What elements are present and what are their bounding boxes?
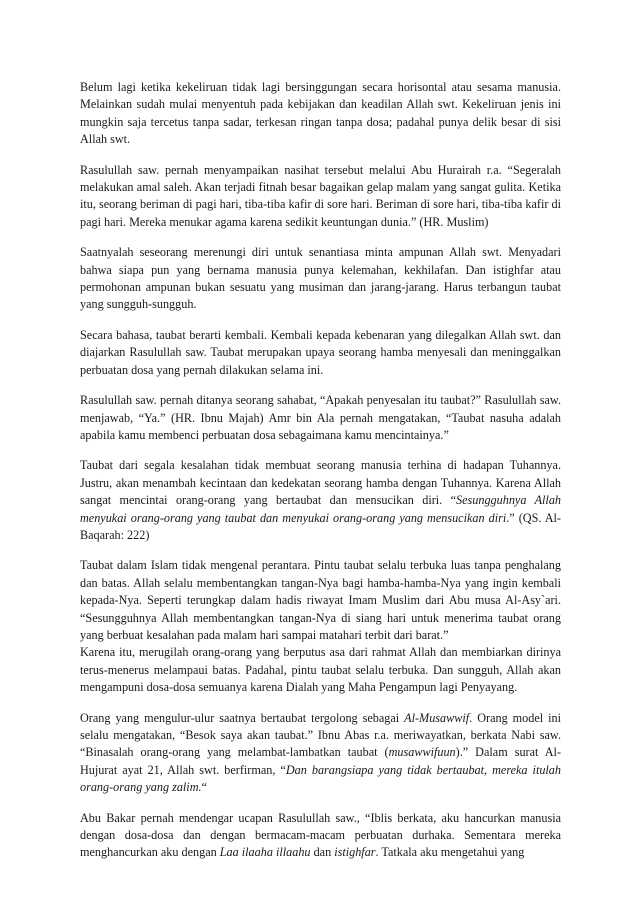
text-run: Rasulullah saw. pernah ditanya seorang sahabat, “Apakah penyesalan itu taubat?” Rasulullah saw. menjawab, “Ya.” (HR. Ibnu Majah) Amr bin Ala pernah mengatakan, “Taubat nasuha adalah apabila kamu membenci perbuatan dosa sebagaimana kamu mencintainya.” bbox=[80, 393, 561, 442]
text-run: . Orang model ini selalu mengatakan, “Besok saya akan taubat.” Ibnu Abas r.a. meriwayatkan, berkata Nabi saw. “Binasalah orang-orang yang melambat-lambatkan taubat ( bbox=[80, 710, 561, 760]
text-run: Belum lagi ketika kekeliruan tidak lagi bersinggungan secara horisontal atau sesama manusia. Melainkan sudah mulai menyentuh pada kebijakan dan keadilan Allah swt. Kekeliruan jenis ini mungkin saja tercetus tanpa sadar, terkesan ringan tanpa dosa; padahal punya delik besar di sisi Allah swt. bbox=[80, 80, 561, 147]
italic-text: Laa ilaaha illaahu bbox=[219, 845, 311, 860]
text-run: Secara bahasa, taubat berarti kembali. Kembali kepada kebenaran yang dilegalkan Allah swt. dan diajarkan Rasulullah saw. Taubat merupakan upaya seorang hamba menyesali dan meninggalkan perbuatan dosa yang pernah dilakukan selama ini. bbox=[80, 327, 561, 377]
paragraph bbox=[80, 557, 561, 644]
paragraph bbox=[80, 79, 561, 149]
text-run: Karena itu, merugilah orang-orang yang berputus asa dari rahmat Allah dan membiarkan dirinya terus-menerus melampaui batas. Padahal, pintu taubat selalu terbuka. Dan sungguh, Allah akan mengampuni dosa-dosa semuanya karena Dialah yang Maha Pengampun lagi Penyayang. bbox=[80, 645, 561, 695]
italic-text: istighfar bbox=[334, 845, 376, 860]
paragraph bbox=[80, 162, 561, 232]
text-run: Abu Bakar pernah mendengar ucapan Rasulullah saw., “Iblis berkata, aku hancurkan manusia dengan dosa-dosa dan dengan bermacam-macam perbuatan durhaka. Sementara mereka menghancurkan aku dengan bbox=[80, 810, 561, 860]
paragraph bbox=[80, 457, 561, 544]
text-run: Rasulullah saw. pernah menyampaikan nasihat tersebut melalui Abu Hurairah r.a. “Segeralah melakukan amal saleh. Akan terjadi fitnah besar bagaikan gelap malam yang sangat gulita. Ketika itu, seorang beriman di pagi hari, tiba-tiba kafir di sore hari. Beriman di sore hari, tiba-tiba kafir di pagi hari. Mereka menukar agama karena sedikit keuntungan dunia.” (HR. Muslim) bbox=[80, 162, 561, 229]
paragraph bbox=[80, 710, 561, 797]
italic-text: Sesungguhnya Allah menyukai orang-orang yang taubat dan menyukai orang-orang yang mensucikan diri bbox=[80, 493, 562, 525]
text-run: Orang yang mengulur-ulur saatnya bertaubat tergolong sebagai bbox=[80, 710, 405, 725]
text-run: Taubat dari segala kesalahan tidak membuat seorang manusia terhina di hadapan Tuhannya. Justru, akan menambah kecintaan dan kedekatan seorang hamba dengan Tuhannya. Karena Allah sangat mencintai orang-orang yang bertaubat dan mensucikan diri. “ bbox=[80, 458, 561, 508]
text-run: ).” Dalam surat Al-Hujurat ayat 21, Allah swt. berfirman, “ bbox=[80, 745, 561, 777]
text-run: “ bbox=[201, 780, 207, 795]
italic-text: musawwifuun bbox=[388, 745, 456, 760]
text-run: .” (QS. Al-Baqarah: 222) bbox=[80, 510, 561, 542]
italic-text: Al-Musawwif bbox=[404, 710, 470, 725]
paragraph bbox=[80, 644, 561, 696]
text-run: Saatnyalah seseorang merenungi diri untuk senantiasa minta ampunan Allah swt. Menyadari bahwa siapa pun yang bernama manusia punya kelemahan, kekhilafan. Dan istighfar atau permohonan ampunan bukan sesuatu yang musiman dan jarang-jarang. Harus terbangun taubat yang sungguh-sungguh. bbox=[80, 245, 561, 312]
paragraph bbox=[80, 327, 561, 379]
document-body bbox=[80, 79, 561, 875]
paragraph bbox=[80, 392, 561, 444]
paragraph bbox=[80, 244, 561, 314]
italic-text: Dan barangsiapa yang tidak bertaubat, mereka itulah orang-orang yang zalim. bbox=[80, 762, 561, 795]
text-run: Taubat dalam Islam tidak mengenal perantara. Pintu taubat selalu terbuka luas tanpa penghalang dan batas. Allah selalu membentangkan tangan-Nya bagi hamba-hamba-Nya yang ingin kembali kepada-Nya. Seperti terungkap dalam hadis riwayat Imam Muslim dari Abu musa Al-Asy`ari. “Sesungguhnya Allah membentangkan tangan-Nya di siang hari untuk menerima taubat orang yang berbuat kesalahan pada malam hari sampai matahari terbit dari barat.” bbox=[80, 558, 561, 642]
paragraph bbox=[80, 810, 561, 862]
text-run: dan bbox=[310, 845, 335, 860]
text-run: . Tatkala aku mengetahui yang bbox=[375, 845, 525, 860]
